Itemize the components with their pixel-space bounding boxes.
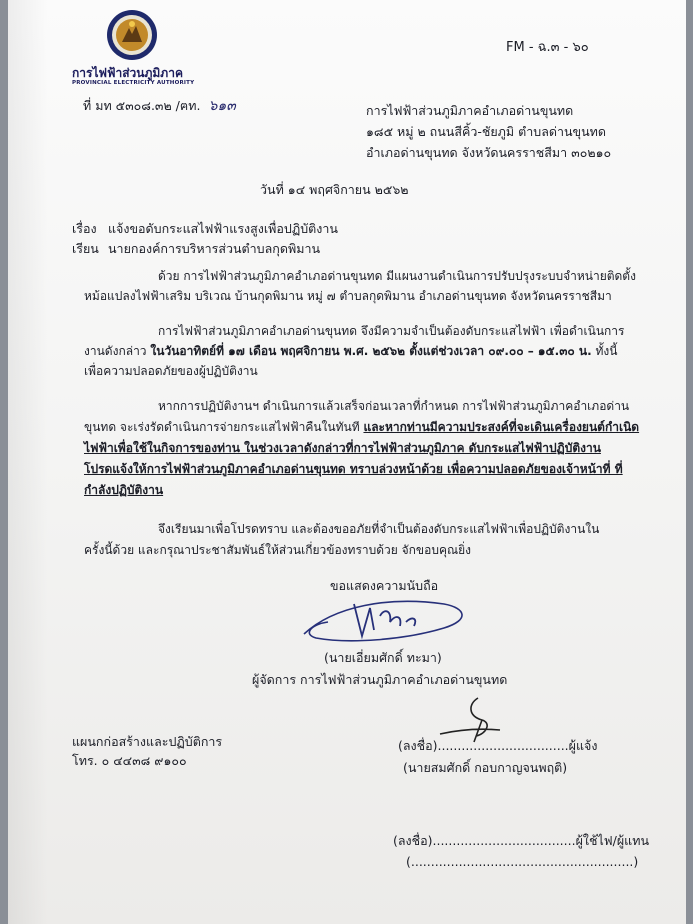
paragraph-2-date-time: ในวันอาทิตย์ที่ ๑๗ เดือน พฤศจิกายน พ.ศ. ๒๕๖๒ ตั้งแต่ช่วงเวลา ๐๙.๐๐ – ๑๕.๓๐ น. bbox=[150, 344, 592, 358]
reference-handwritten: ๖๑๓ bbox=[208, 98, 236, 114]
address-line-3: อำเภอด่านขุนทด จังหวัดนครราชสีมา ๓๐๒๑๐ bbox=[366, 145, 612, 160]
consumer-sign-prefix: (ลงชื่อ) bbox=[393, 833, 433, 848]
reference-number bbox=[83, 98, 236, 114]
org-name-thai: การไฟฟ้าส่วนภูมิภาค bbox=[72, 66, 183, 80]
letter-page bbox=[8, 0, 686, 924]
org-name-english: PROVINCIAL ELECTRICITY AUTHORITY bbox=[72, 80, 195, 86]
signer-name: (นายเอี่ยมศักดิ์ ทะมา) bbox=[324, 650, 442, 665]
phone: โทร. ๐ ๔๔๓๘ ๙๑๐๐ bbox=[72, 753, 187, 768]
paragraph-1-line-1: ด้วย การไฟฟ้าส่วนภูมิภาคอำเภอด่านขุนทด มีแผนงานดำเนินการปรับปรุงระบบจำหน่ายติดตั้ง bbox=[158, 269, 636, 283]
recipient-text: นายกองค์การบริหารส่วนตำบลกุดพิมาน bbox=[108, 241, 321, 256]
paragraph-3-line-5: กำลังปฏิบัติงาน bbox=[84, 483, 164, 497]
paragraph-3-line-3: ไฟฟ้าเพื่อใช้ในกิจการของท่าน ในช่วงเวลาดังกล่าวที่การไฟฟ้าส่วนภูมิภาค ดับกระแสไฟฟ้าปฏิบัติงาน bbox=[84, 441, 601, 455]
recipient-label: เรียน bbox=[72, 241, 99, 256]
letter-date: วันที่ ๑๔ พฤศจิกายน ๒๕๖๒ bbox=[260, 182, 409, 197]
notifier-sign-prefix: (ลงชื่อ) bbox=[398, 738, 438, 753]
notifier-sign-suffix: ผู้แจ้ง bbox=[568, 738, 598, 753]
pea-logo-icon bbox=[105, 8, 159, 62]
paragraph-3-text-a: ขุนทด จะเร่งรัดดำเนินการจ่ายกระแสไฟฟ้าคืนในทันที bbox=[84, 420, 360, 434]
address-line-1: การไฟฟ้าส่วนภูมิภาคอำเภอด่านขุนทด bbox=[366, 103, 574, 118]
paragraph-3-line-4: โปรดแจ้งให้การไฟฟ้าส่วนภูมิภาคอำเภอด่านขุนทด ทราบล่วงหน้าด้วย เพื่อความปลอดภัยของเจ้าหน้าที่ ที่ bbox=[84, 462, 623, 476]
paragraph-3-line-2 bbox=[84, 419, 639, 435]
reference-number-text: ที่ มท ๕๓๐๘.๓๒ /ฅท. bbox=[83, 98, 201, 113]
paragraph-3-line-1: หากการปฏิบัติงานฯ ดำเนินการแล้วเสร็จก่อนเวลาที่กำหนด การไฟฟ้าส่วนภูมิภาคอำเภอด่าน bbox=[158, 399, 630, 413]
department: แผนกก่อสร้างและปฏิบัติการ bbox=[72, 734, 223, 749]
signer-title: ผู้จัดการ การไฟฟ้าส่วนภูมิภาคอำเภอด่านขุนทด bbox=[252, 672, 508, 687]
consumer-sign-suffix: ผู้ใช้ไฟ/ผู้แทน bbox=[575, 833, 649, 848]
paragraph-1-line-2: หม้อแปลงไฟฟ้าเสริม บริเวณ บ้านกุดพิมาน หมู่ ๗ ตำบลกุดพิมาน อำเภอด่านขุนทด จังหวัดนครราชสีมา bbox=[84, 289, 612, 303]
paragraph-2-line-3: เพื่อความปลอดภัยของผู้ปฏิบัติงาน bbox=[84, 364, 258, 378]
paragraph-4-line-1: จึงเรียนมาเพื่อโปรดทราบ และต้องขออภัยที่จำเป็นต้องดับกระแสไฟฟ้าเพื่อปฏิบัติงานใน bbox=[158, 522, 600, 536]
consumer-name-close: ) bbox=[633, 854, 639, 869]
manager-signature-icon bbox=[294, 586, 474, 648]
notifier-sign-line: (ลงชื่อ).................................ผู้แจ้ง bbox=[398, 738, 598, 753]
closing-salutation: ขอแสดงความนับถือ bbox=[330, 578, 439, 593]
consumer-name-line: (........................................................) bbox=[406, 854, 639, 869]
paragraph-2-line-1: การไฟฟ้าส่วนภูมิภาคอำเภอด่านขุนทด จึงมีความจำเป็นต้องดับกระแสไฟฟ้า เพื่อดำเนินการ bbox=[158, 324, 625, 338]
paragraph-4-line-2: ครั้งนี้ด้วย และกรุณาประชาสัมพันธ์ให้ส่วนเกี่ยวข้องทราบด้วย จักขอบคุณยิ่ง bbox=[84, 543, 471, 557]
consumer-sign-line: (ลงชื่อ)....................................ผู้ใช้ไฟ/ผู้แทน bbox=[393, 833, 649, 848]
paragraph-2-text-c: ทั้งนี้ bbox=[595, 344, 618, 358]
notifier-name: (นายสมศักดิ์ กอบกาญจนพฤติ) bbox=[403, 760, 568, 775]
address-line-2: ๑๘๕ หมู่ ๒ ถนนสีคิ้ว-ชัยภูมิ ตำบลด่านขุนทด bbox=[366, 124, 606, 139]
consumer-name-open: ( bbox=[406, 854, 411, 869]
paragraph-2-text-a: งานดังกล่าว bbox=[84, 344, 147, 358]
subject-text: แจ้งขอดับกระแสไฟฟ้าแรงสูงเพื่อปฏิบัติงาน bbox=[108, 221, 338, 236]
paragraph-2-line-2 bbox=[84, 343, 617, 359]
paragraph-3-highlight-a: และหากท่านมีความประสงค์ที่จะเดินเครื่องยนต์กำเนิด bbox=[363, 420, 640, 434]
form-code: FM - ฉ.๓ - ๖๐ bbox=[506, 40, 589, 55]
subject-label: เรื่อง bbox=[72, 221, 97, 236]
